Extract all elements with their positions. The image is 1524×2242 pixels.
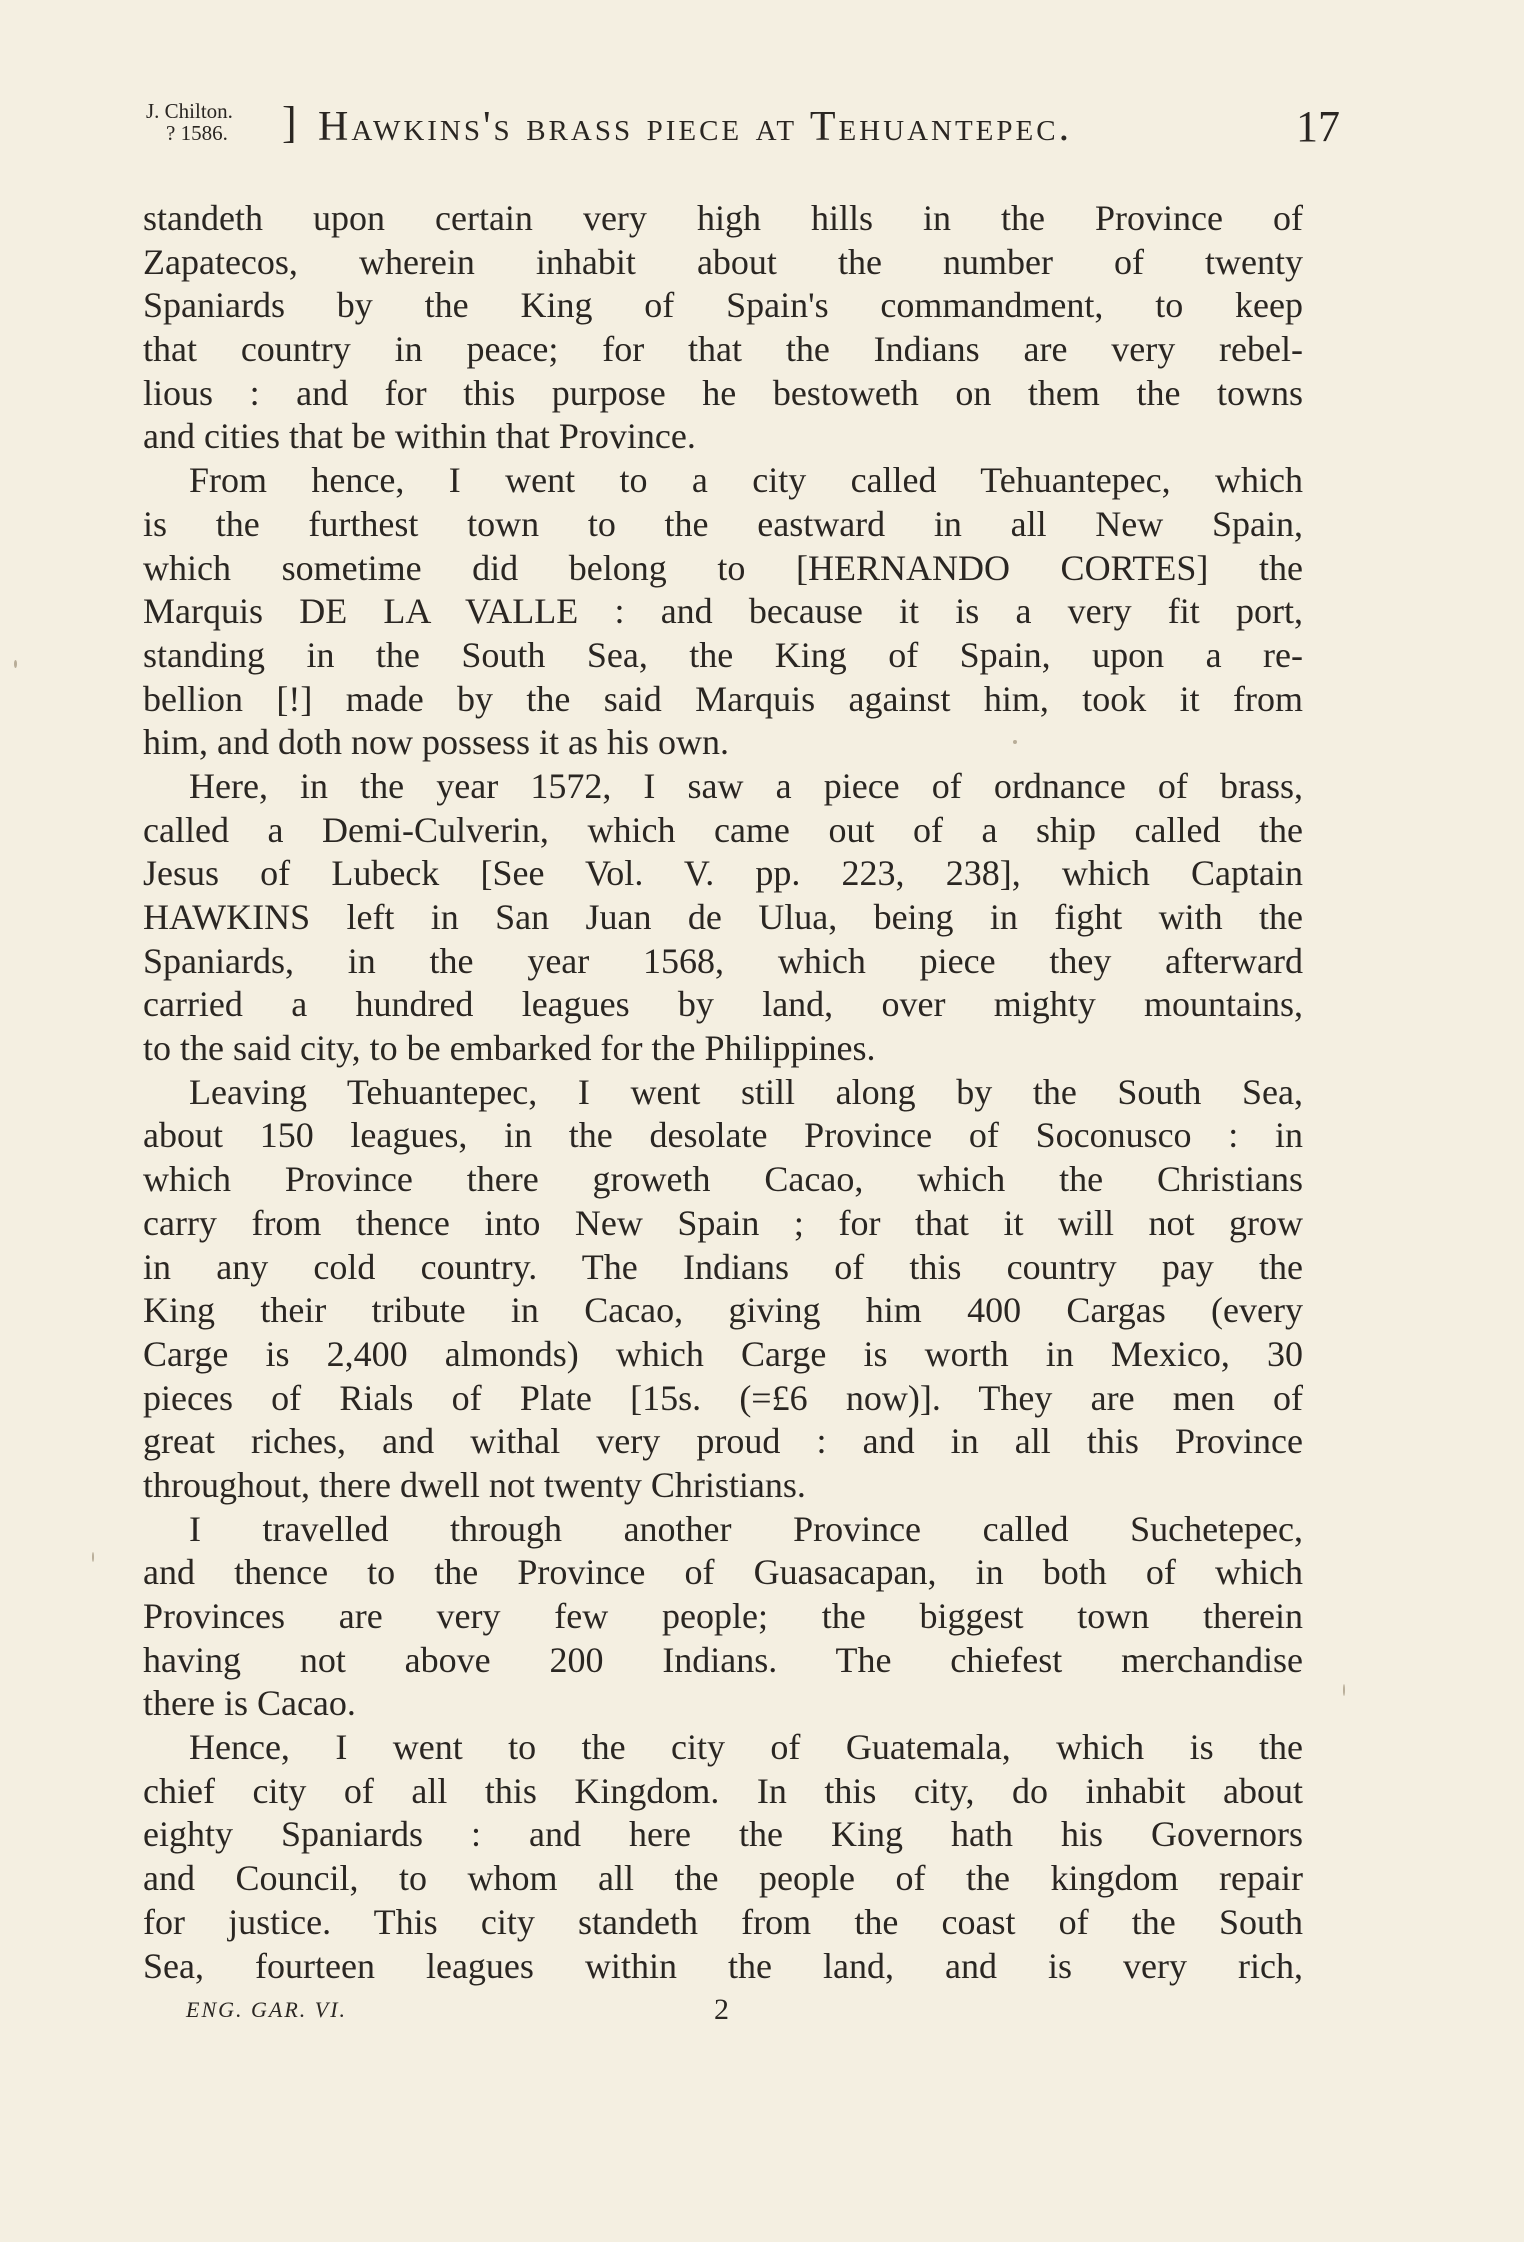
text-line: bellion [!] made by the said Marquis against him, took it from: [143, 678, 1303, 719]
text-line: great riches, and withal very proud : and in all this Province: [143, 1421, 1303, 1462]
running-head: [140, 96, 1340, 166]
text-line: Here, in the year 1572, I saw a piece of ordnance of brass,: [189, 765, 1303, 806]
running-title: Hawkins's brass piece at Tehuantepec.: [318, 104, 1073, 150]
paper-speck: [1013, 740, 1017, 744]
text-line: Spaniards, in the year 1568, which piece they afterward: [143, 940, 1303, 981]
text-line: Carge is 2,400 almonds) which Carge is worth in Mexico, 30: [143, 1333, 1303, 1374]
paper-speck: [92, 1552, 94, 1562]
text-line: called a Demi-Culverin, which came out of a ship called the: [143, 809, 1303, 850]
text-line: throughout, there dwell not twenty Christians.: [143, 1464, 806, 1505]
text-line: carry from thence into New Spain ; for that it will not grow: [143, 1202, 1303, 1243]
text-line: about 150 leagues, in the desolate Province of Soconusco : in: [143, 1115, 1303, 1156]
text-line: him, and doth now possess it as his own.: [143, 722, 730, 763]
text-line: Hence, I went to the city of Guatemala, which is the: [189, 1727, 1303, 1768]
text-line: lious : and for this purpose he bestoweth on them the towns: [143, 372, 1303, 413]
text-line: carried a hundred leagues by land, over mighty mountains,: [143, 984, 1303, 1025]
text-line: HAWKINS left in San Juan de Ulua, being in fight with the: [143, 897, 1303, 937]
text-line: that country in peace; for that the Indians are very rebel-: [143, 329, 1303, 370]
text-line: Spaniards by the King of Spain's commandment, to keep: [143, 285, 1303, 326]
text-line: having not above 200 Indians. The chiefest merchandise: [143, 1639, 1303, 1680]
text-line: Zapatecos, wherein inhabit about the number of twenty: [143, 241, 1303, 282]
paper-speck: [14, 660, 17, 668]
text-line: I travelled through another Province called Suchetepec,: [189, 1508, 1303, 1549]
margin-note-date: ? 1586.: [166, 121, 228, 145]
text-line: and cities that be within that Province.: [143, 416, 696, 457]
text-line: King their tribute in Cacao, giving him 400 Cargas (every: [143, 1290, 1303, 1331]
text-line: for justice. This city standeth from the coast of the South: [143, 1901, 1303, 1942]
page-number: 17: [1296, 102, 1340, 151]
text-line: eighty Spaniards : and here the King hath his Governors: [143, 1814, 1303, 1855]
text-line: is the furthest town to the eastward in all New Spain,: [143, 503, 1303, 544]
text-line: which Province there groweth Cacao, which the Christians: [143, 1159, 1303, 1200]
text-line: Provinces are very few people; the biggest town therein: [143, 1596, 1303, 1636]
text-line: pieces of Rials of Plate [15s. (=£6 now)]. They are men of: [143, 1377, 1303, 1418]
paper-speck: [1343, 1684, 1345, 1696]
page-footer: [186, 1992, 746, 2032]
text-line: which sometime did belong to [HERNANDO CORTES] the: [143, 547, 1303, 588]
text-line: there is Cacao.: [143, 1683, 356, 1724]
text-line: standing in the South Sea, the King of Spain, upon a re-: [143, 634, 1303, 675]
margin-note: [140, 100, 233, 144]
signature-line: ENG. GAR. VI.: [186, 1997, 348, 2022]
margin-bracket: ]: [282, 98, 297, 147]
text-line: From hence, I went to a city called Tehuantepec, which: [189, 460, 1303, 501]
text-line: Marquis DE LA VALLE : and because it is a very fit port,: [143, 591, 1303, 632]
text-line: in any cold country. The Indians of this country pay the: [143, 1246, 1303, 1287]
text-line: Jesus of Lubeck [See Vol. V. pp. 223, 238], which Captain: [143, 853, 1303, 894]
text-line: Sea, fourteen leagues within the land, and is very rich,: [143, 1945, 1303, 1986]
text-line: standeth upon certain very high hills in the Province of: [143, 198, 1303, 238]
text-line: and thence to the Province of Guasacapan, in both of which: [143, 1552, 1303, 1593]
signature-mark: 2: [714, 1993, 729, 2026]
text-line: chief city of all this Kingdom. In this city, do inhabit about: [143, 1770, 1303, 1811]
body-text: [143, 197, 1303, 1988]
text-line: and Council, to whom all the people of the kingdom repair: [143, 1858, 1303, 1899]
text-line: Leaving Tehuantepec, I went still along by the South Sea,: [189, 1071, 1303, 1112]
text-line: to the said city, to be embarked for the Philippines.: [143, 1028, 876, 1069]
margin-note-author: J. Chilton.: [146, 99, 233, 123]
